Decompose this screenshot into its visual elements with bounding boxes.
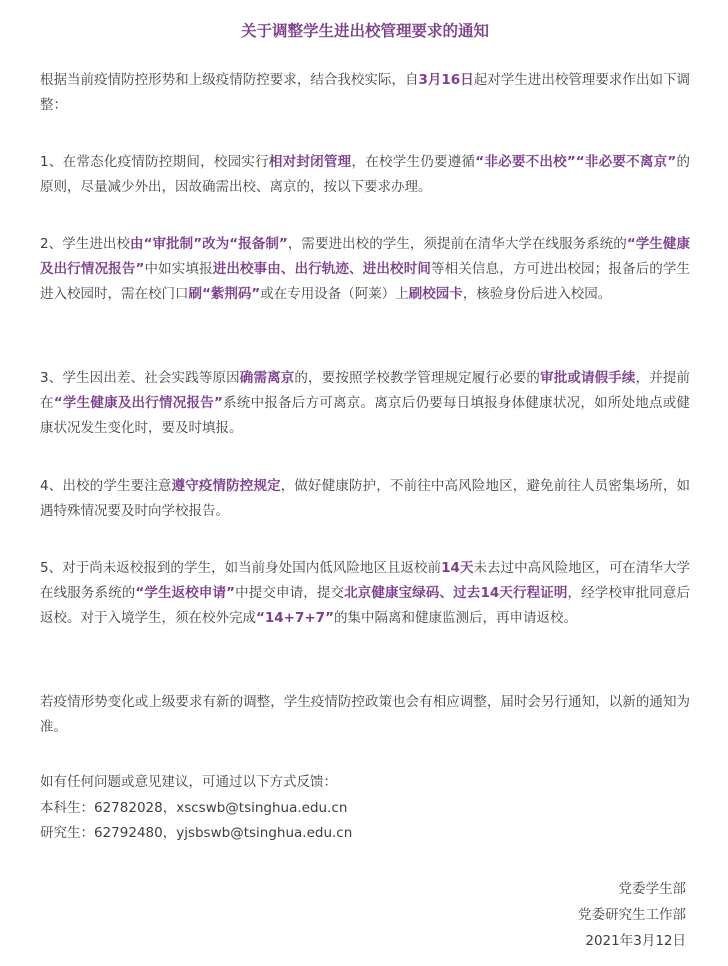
item-5-highlight-4: “14+7+7” [256, 610, 334, 626]
item-4-paragraph [40, 474, 690, 524]
item-5-highlight-2: “学生返校申请” [135, 585, 236, 601]
item-2-paragraph [40, 232, 690, 307]
item-2-text-5: 或在专用设备（阿莱）上 [260, 286, 409, 302]
item-3-highlight-1: 确需离京 [239, 370, 295, 386]
item-4-text-1: 4、出校的学生要注意 [40, 478, 172, 494]
contact-block [40, 770, 690, 847]
item-5-highlight-1: 14天 [441, 560, 474, 576]
item-4-highlight-1: 遵守疫情防控规定 [171, 478, 281, 494]
item-2-text-6: ，核验身份后进入校园。 [462, 286, 612, 302]
item-5-text-5: 的集中隔离和健康监测后，再申请返校。 [333, 610, 577, 626]
item-1-highlight-2: “非必要不出校”“非必要不离京” [475, 154, 677, 170]
item-3-text-2: 的，要按照学校教学管理规定履行必要的 [294, 370, 541, 386]
contact-graduate: 研究生：62792480，yjsbswb@tsinghua.edu.cn [40, 825, 353, 841]
item-1-text-3: 的原则，尽量减少外出，因故确需出校、离京的，按以下要求办理。 [40, 154, 691, 195]
item-3-text-4: 系统中报备后方可离京。离京后仍要每日填报身体健康状况，如所处地点或健康状况发生变化时，要及时填报。 [40, 395, 691, 436]
item-4-text-2: ，做好健康防护，不前往中高风险地区，避免前往人员密集场所，如遇特殊情况要及时向学校报告。 [40, 478, 691, 519]
signature-block [578, 876, 686, 954]
item-2-highlight-2: “学生健康及出行情况报告” [40, 236, 690, 277]
item-5-text-4: ，经学校审批同意后返校。对于入境学生，须在校外完成 [40, 585, 691, 626]
item-2-highlight-5: 刷校园卡 [408, 286, 463, 302]
item-2-text-1: 2、学生进出校 [40, 236, 131, 252]
item-5-highlight-3: 北京健康宝绿码、过去14天行程证明 [344, 585, 568, 601]
intro-highlight-date: 3月16日 [418, 72, 474, 88]
item-3-text-1: 3、学生因出差、社会实践等原因 [40, 370, 240, 386]
item-3-highlight-3: “学生健康及出行情况报告” [53, 395, 223, 411]
item-2-text-2: ，需要进出校的学生，须提前在清华大学在线服务系统的 [287, 236, 627, 252]
intro-text-2: 起对学生进出校管理要求作出如下调整： [40, 72, 690, 113]
page-title: 关于调整学生进出校管理要求的通知 [240, 22, 489, 40]
contact-undergrad: 本科生：62782028，xscswb@tsinghua.edu.cn [40, 799, 348, 816]
closing-paragraph: 若疫情形势变化或上级要求有新的调整，学生疫情防控政策也会有相应调整，届时会另行通知，以新的通知为准。 [40, 694, 690, 735]
item-1-text-1: 1、在常态化疫情防控期间，校园实行 [40, 154, 269, 170]
item-3-text-3: ，并提前在 [40, 370, 691, 411]
intro-text-1: 根据当前疫情防控形势和上级疫情防控要求，结合我校实际，自 [40, 72, 419, 88]
item-5-text-3: 中提交申请，提交 [235, 585, 345, 601]
contact-intro: 如有任何问题或意见建议，可通过以下方式反馈： [40, 774, 337, 790]
item-1-highlight-1: 相对封闭管理 [268, 154, 352, 170]
signature-dept-1: 党委学生部 [618, 881, 686, 897]
item-2-highlight-4: 刷“紫荆码” [188, 286, 261, 302]
item-5-text-1: 5、对于尚未返校报到的学生，如当前身处国内低风险地区且返校前 [40, 560, 442, 576]
intro-paragraph [40, 68, 690, 118]
signature-dept-2: 党委研究生工作部 [578, 907, 686, 923]
item-3-highlight-2: 审批或请假手续 [540, 370, 636, 386]
item-1-text-2: ，在校学生仍要遵循 [351, 154, 476, 170]
item-5-text-2: 未去过中高风险地区，可在清华大学在线服务系统的 [40, 560, 690, 601]
item-2-text-3: 中如实填报 [144, 261, 213, 277]
item-5-paragraph [40, 556, 690, 631]
signature-date: 2021年3月12日 [585, 933, 686, 949]
item-1-paragraph [40, 150, 690, 200]
item-2-text-4: 等相关信息，方可进出校园；报备后的学生进入校园时，需在校门口 [40, 261, 691, 302]
item-3-paragraph [40, 366, 690, 441]
item-2-highlight-1: 由“审批制”改为“报备制” [130, 236, 288, 252]
item-2-highlight-3: 进出校事由、出行轨迹、进出校时间 [212, 261, 431, 277]
